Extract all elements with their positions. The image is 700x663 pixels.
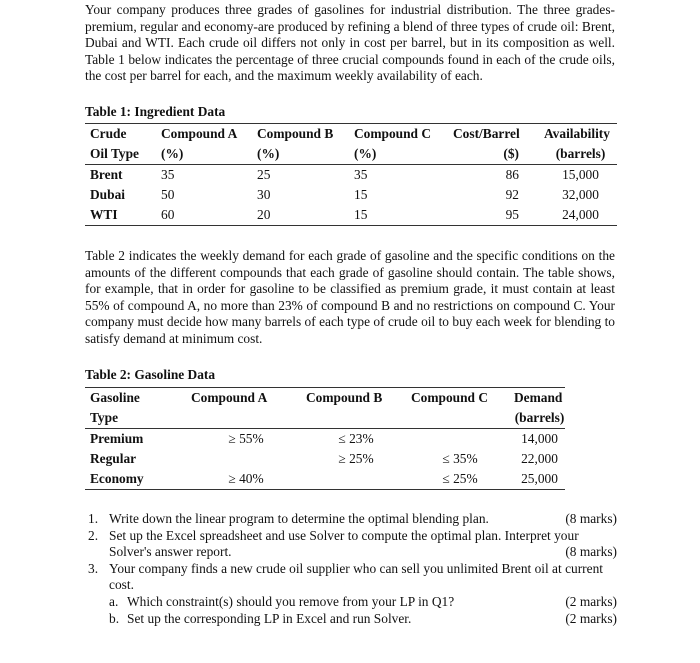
t2-header-demand: Demand: [509, 388, 565, 409]
question-number: 3.: [88, 560, 99, 576]
t2-cell-demand: 14,000: [521, 430, 558, 446]
t1-cell-a: 60: [156, 205, 252, 226]
t1-cell-cost: 92: [505, 186, 519, 202]
t1-subheader-a-unit: (%): [156, 144, 252, 165]
ingredient-data-table: [85, 123, 617, 226]
t1-header-cost: Cost/Barrel: [448, 124, 539, 145]
t2-header-gasoline: Gasoline: [85, 388, 186, 409]
t1-subheader-c-unit: (%): [349, 144, 448, 165]
t2-row-label: Economy: [85, 469, 186, 490]
subquestion-text: Which constraint(s) should you remove from your LP in Q1?: [127, 593, 455, 609]
t2-cell-a: [186, 449, 301, 469]
t1-cell-c: 15: [354, 186, 368, 202]
t1-row-label: Dubai: [90, 186, 125, 202]
t1-row-label: WTI: [85, 205, 156, 226]
question-3a: [85, 594, 617, 611]
t1-cell-a: 50: [161, 186, 175, 202]
t2-cell-b: [301, 469, 406, 490]
question-text: Your company finds a new crude oil supplier who can sell you unlimited Brent oil at current cost.: [109, 560, 603, 593]
t2-subheader-demand-unit: (barrels): [509, 408, 565, 429]
t1-subheader-avail-unit: (barrels): [539, 144, 617, 165]
t1-row-label: Brent: [90, 166, 123, 182]
t1-cell-b: 30: [257, 186, 271, 202]
t1-cell-availability: 32,000: [562, 186, 599, 202]
t1-cell-b: 25: [257, 166, 271, 182]
subquestion-letter: a.: [109, 593, 119, 609]
t1-cell-cost: 95: [448, 205, 539, 226]
t2-cell-c: ≤ 35%: [442, 450, 478, 466]
t2-subheader-c: [406, 408, 509, 429]
table-row: [85, 449, 565, 469]
intro-paragraph: Your company produces three grades of gasolines for industrial distribution. The three grades-premium, regular and economy-are produced by refining a blend of three types of crude oil: Brent, Dubai and WTI. Each crude oil differs not only in cost per barrel, but in its composition as well. Table 1 below indicates the percentage of three crucial compounds found in each of the crude oils, the cost per barrel for each, and the maximum weekly availability of each.: [85, 2, 615, 84]
table2-caption: Table 2: Gasoline Data: [85, 367, 216, 382]
question-number: 2.: [88, 527, 99, 543]
t2-subheader-a: [186, 408, 301, 429]
table1-caption: Table 1: Ingredient Data: [85, 104, 226, 119]
table-row: [85, 185, 617, 205]
t2-row-label: Regular: [90, 450, 137, 466]
t2-subheader-b: [301, 408, 406, 429]
t2-row-label: Premium: [90, 430, 144, 446]
subquestion-text: Set up the corresponding LP in Excel and run Solver.: [127, 610, 412, 626]
t2-cell-a: ≥ 40%: [186, 469, 301, 490]
t1-cell-a: 35: [161, 166, 175, 182]
t1-cell-cost: 86: [505, 166, 519, 182]
t1-cell-availability: 24,000: [539, 205, 617, 226]
t1-header-compound-c: Compound C: [349, 124, 448, 145]
question-list: [85, 511, 617, 627]
question-3b: [85, 611, 617, 628]
t1-cell-availability: 15,000: [562, 166, 599, 182]
t1-subheader-b-unit: (%): [252, 144, 349, 165]
t1-subheader-oil-type: Oil Type: [85, 144, 156, 165]
t1-cell-b: 20: [252, 205, 349, 226]
subquestion-letter: b.: [109, 610, 120, 626]
t1-header-compound-a: Compound A: [156, 124, 252, 145]
t2-cell-c: [406, 429, 509, 450]
t2-cell-c: ≤ 25%: [406, 469, 509, 490]
t1-header-compound-b: Compound B: [252, 124, 349, 145]
question-marks: (8 marks): [565, 544, 617, 560]
table-row: [85, 165, 617, 186]
table-row: [85, 429, 565, 450]
question-2: [85, 528, 617, 561]
t2-header-compound-a: Compound A: [186, 388, 301, 409]
t2-cell-demand: 22,000: [521, 450, 558, 466]
second-paragraph: Table 2 indicates the weekly demand for each grade of gasoline and the specific conditions on the amounts of the different compounds that each grade of gasoline should contain. The table shows, for example, that in order for gasoline to be classified as premium grade, it must contain at least 55% of compound A, no more than 23% of compound B and no restrictions on compound C. Your company must decide how many barrels of each type of crude oil to buy each week for blending to satisfy demand at minimum cost.: [85, 248, 615, 346]
question-3: [85, 561, 617, 594]
table-row: [85, 205, 617, 226]
t1-header-availability: Availability: [539, 124, 617, 145]
t2-cell-b: ≥ 25%: [338, 450, 374, 466]
question-text: Write down the linear program to determine the optimal blending plan.: [109, 511, 489, 526]
question-marks: (8 marks): [565, 511, 617, 526]
t2-subheader-type: Type: [85, 408, 186, 429]
subquestion-marks: (2 marks): [565, 593, 617, 609]
question-number: 1.: [88, 511, 99, 526]
t1-subheader-cost-unit: ($): [448, 144, 539, 165]
t1-cell-c: 15: [349, 205, 448, 226]
table-row: [85, 469, 565, 490]
t2-header-compound-b: Compound B: [301, 388, 406, 409]
question-text: Set up the Excel spreadsheet and use Solver to compute the optimal plan. Interpret your Solver's answer report.: [109, 527, 579, 560]
gasoline-data-table: [85, 387, 565, 490]
subquestion-marks: (2 marks): [565, 610, 617, 626]
t1-cell-c: 35: [354, 166, 368, 182]
t2-cell-b: ≤ 23%: [338, 430, 374, 446]
t1-header-crude: Crude: [85, 124, 156, 145]
t2-cell-a: ≥ 55%: [228, 430, 264, 446]
t2-cell-demand: 25,000: [509, 469, 565, 490]
t2-header-compound-c: Compound C: [406, 388, 509, 409]
question-1: [85, 511, 617, 528]
